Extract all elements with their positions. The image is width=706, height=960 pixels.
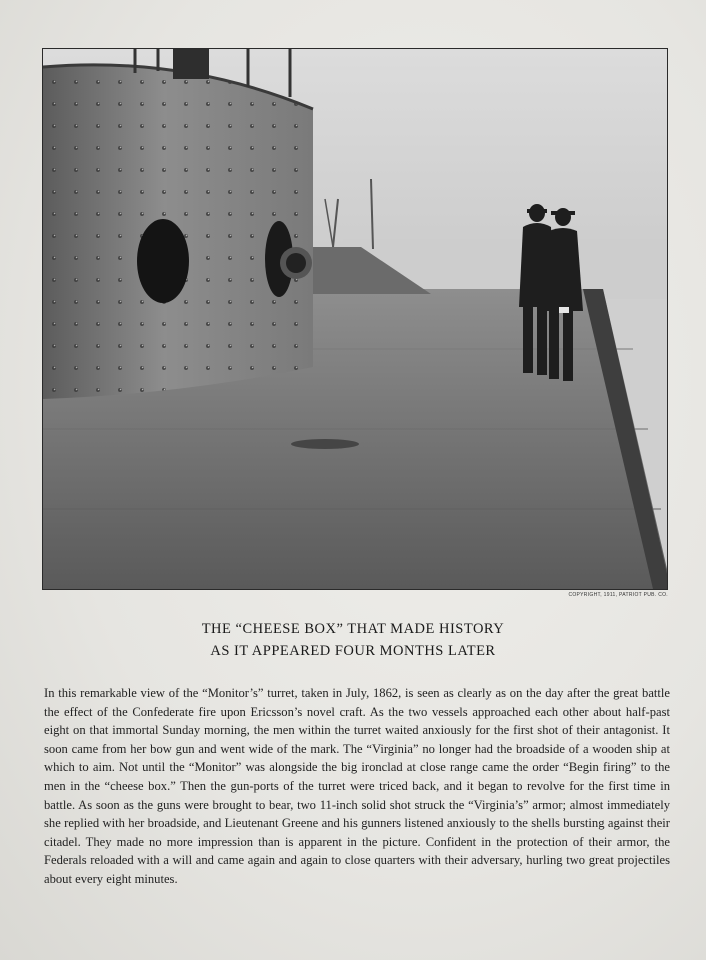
copyright-notice: COPYRIGHT, 1911, PATRIOT PUB. CO. [568, 592, 668, 598]
photo-caption [40, 618, 666, 662]
caption-line-1: THE “CHEESE BOX” THAT MADE HISTORY [201, 621, 505, 637]
monitor-turret-photo [42, 48, 668, 590]
caption-line-2: AS IT APPEARED FOUR MONTHS LATER [210, 643, 496, 659]
body-paragraph: In this remarkable view of the “Monitor’s” turret, taken in July, 1862, is seen as clearly as on the day after the great battle the effect of the Confederate fire upon Ericsson’s novel craft. As the two vessels approached each other about half-past eight on that immortal Sunday morning, the men within the turret waited anxiously for the first shot of their antagonist. It soon came from her bow gun and went wide of the mark. The “Virginia” no longer had the broadside of a wooden ship at which to aim. Not until the “Monitor” was alongside the big ironclad at close range came the order “Begin firing” to the men in the “cheese box.” Then the gun-ports of the turret were triced back, and it began to revolve for the first time in battle. As soon as the guns were brought to bear, two 11-inch solid shot struck the “Virginia’s” armor; almost immediately she replied with her broadside, and Lieutenant Greene and his gunners listened anxiously to the shells bursting against their citadel. They made no more impression than is apparent in the picture. Confident in the protection of their armor, the Federals reloaded with a will and came again and again to close quarters with their adversary, hurling two great projectiles about every eight minutes. [44, 686, 670, 886]
